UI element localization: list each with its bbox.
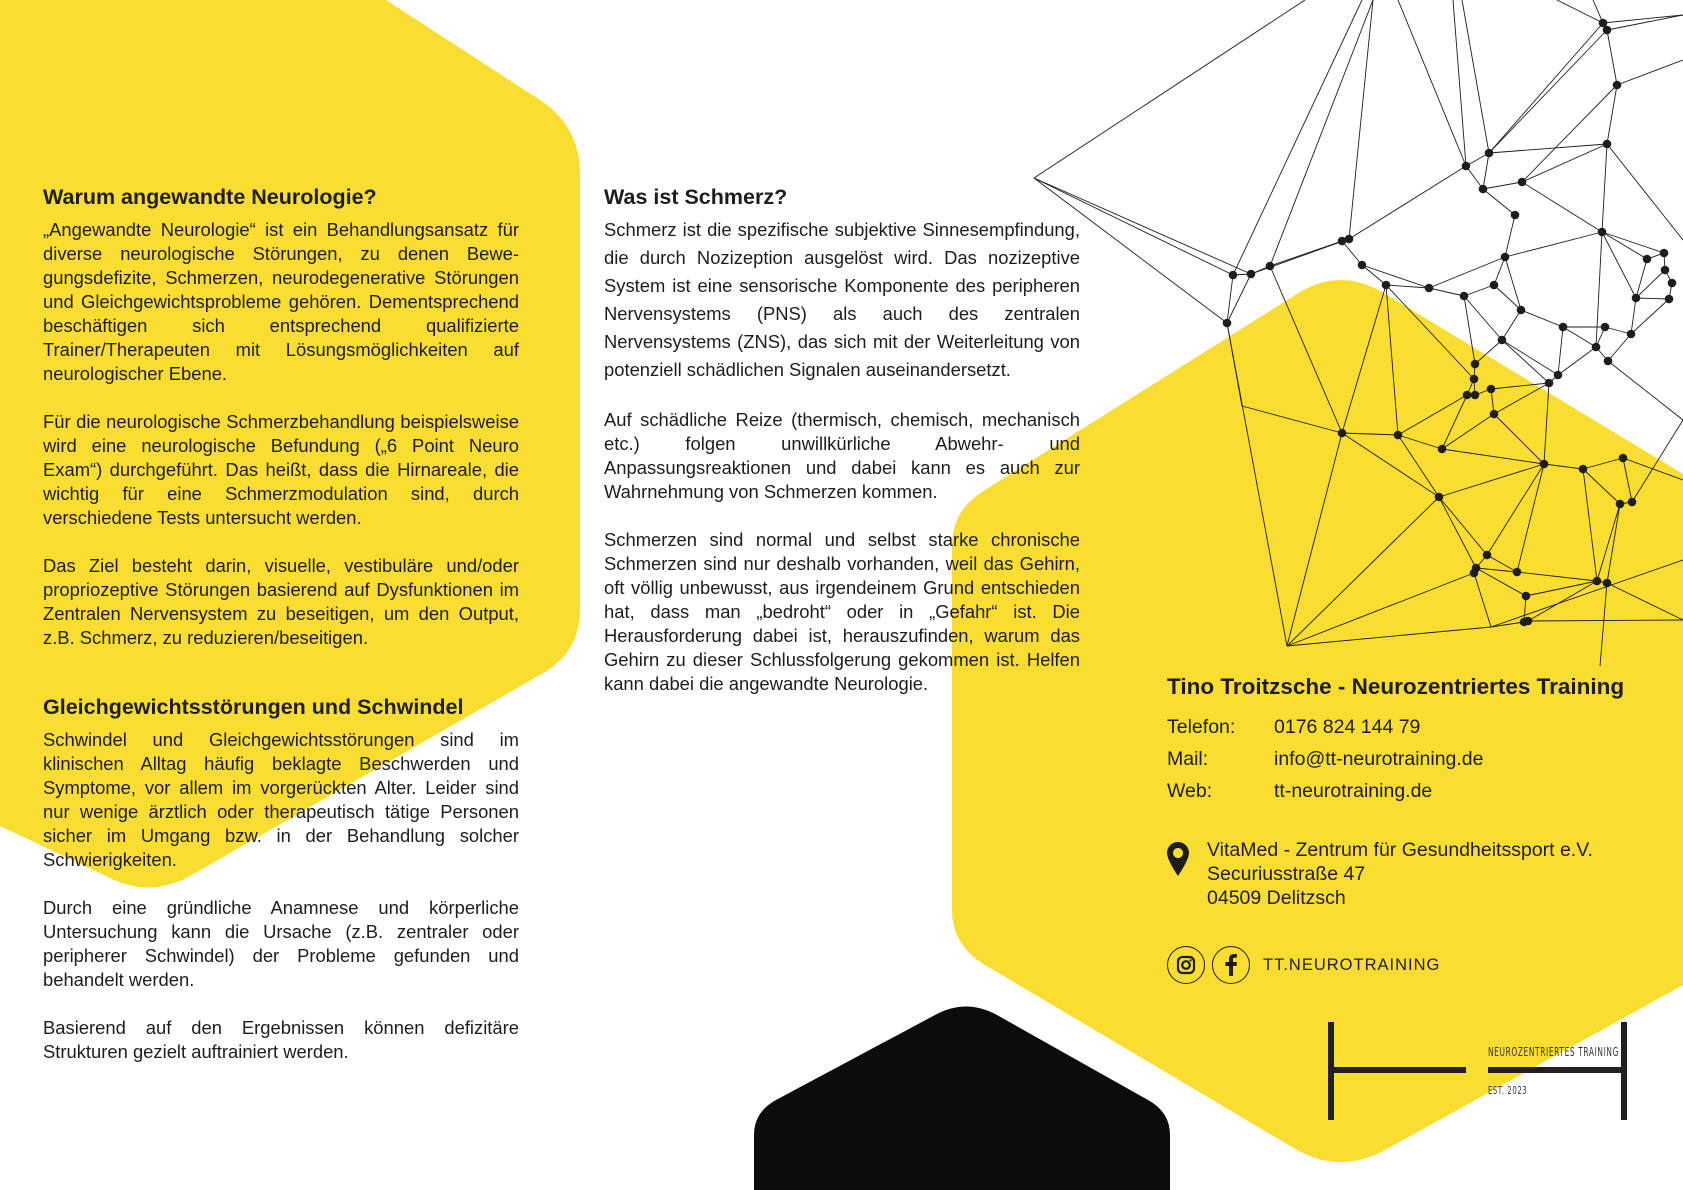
contact-block [1167, 673, 1667, 807]
instagram-icon[interactable] [1167, 946, 1205, 984]
brand-logo [1328, 1022, 1628, 1120]
network-edge [1596, 232, 1602, 347]
network-edge [1505, 215, 1515, 257]
network-node [1470, 375, 1479, 384]
network-node [1487, 385, 1496, 394]
network-node [1604, 357, 1613, 366]
paragraph: „Angewandte Neurologie“ ist ein Behandlungsansatz für diverse neurologische Störungen, zu denen Bewegungsdefizite, Schmerzen, neurodegenerative Störungen und Gleichgewichtsprobleme gehören. Dementsprechend beschäftigen sich entsprechend qualifizierte Trainer/Therapeuten mit Lösungsmöglichkeiten auf neurologischer Ebene. [43, 219, 519, 384]
network-node [1485, 149, 1494, 158]
network-node [1603, 26, 1612, 35]
network-node [1518, 178, 1527, 187]
network-node [1501, 253, 1510, 262]
phone-value[interactable]: 0176 824 144 79 [1274, 716, 1421, 738]
network-edge [1505, 232, 1602, 257]
network-node [1425, 284, 1434, 293]
network-node [1545, 379, 1554, 388]
network-node [1559, 323, 1568, 332]
network-edge [1489, 30, 1607, 153]
heading-balance-disorders: Gleichgewichtsstörungen und Schwindel [43, 695, 464, 719]
paragraph: Durch eine gründliche Anamnese und körperliche Untersuchung kann die Ursache (z.B. zentraler oder peripherer Schwindel) der Probleme gefunden und behandelt werden. [43, 897, 519, 990]
network-node [1579, 465, 1588, 474]
network-edge [1483, 153, 1489, 189]
network-edge [1558, 347, 1596, 375]
network-edge [1608, 334, 1631, 361]
network-edge [1608, 361, 1683, 420]
network-node [1490, 281, 1499, 290]
logo-name: NEUROZENTRIERTES TRAINING [1488, 1045, 1619, 1059]
paragraph: Schmerz ist die spezifische subjektive Sinnesempfindung, die durch Nozizeption ausgelöst wird. Das nozizeptive System ist eine sensorische Komponente des peripheren Nervensystems (PNS) als auch des zentralen Nervensystems (ZNS), das sich mit der Weiterleitung von potenziell schädlichen Signalen auseinandersetzt. [604, 219, 1080, 380]
phone-row [1167, 711, 1667, 743]
network-edge [1521, 310, 1563, 327]
network-node [1598, 228, 1607, 237]
phone-label: Telefon: [1167, 716, 1236, 738]
network-node [1668, 279, 1677, 288]
network-node [1438, 445, 1447, 454]
network-node [1593, 577, 1602, 586]
network-node [1394, 431, 1403, 440]
paragraph: Auf schädliche Reize (thermisch, chemisch, mechanisch etc.) folgen unwillkürliche Abwehr- und Anpassungsreaktionen und dabei kann es auch zur Wahrnehmung von Schmerzen kommen. [604, 409, 1080, 502]
network-edge [1631, 298, 1636, 334]
network-node [1540, 460, 1549, 469]
network-node [1338, 429, 1347, 438]
network-node [1643, 255, 1652, 264]
network-node [1513, 568, 1522, 577]
network-edge [1462, 0, 1489, 153]
web-row [1167, 775, 1667, 807]
network-node [1498, 336, 1507, 345]
network-node [1247, 270, 1256, 279]
mail-label: Mail: [1167, 748, 1209, 770]
location-pin-icon [1167, 838, 1207, 910]
network-edge [1227, 275, 1233, 323]
network-edge [1233, 0, 1362, 275]
heading-what-is-pain: Was ist Schmerz? [604, 185, 788, 209]
network-edge [1453, 0, 1466, 166]
paragraph: Basierend auf den Ergebnissen können defizitäre Strukturen gezielt auftrainiert werden. [43, 1017, 519, 1062]
network-edge [1557, 0, 1603, 23]
network-edge [1502, 310, 1521, 340]
network-edge [1631, 299, 1669, 334]
network-node [1479, 185, 1488, 194]
middle-column [604, 184, 1080, 696]
network-node [1665, 295, 1674, 304]
network-edge [1251, 239, 1349, 274]
network-node [1619, 454, 1628, 463]
network-node [1628, 498, 1637, 507]
heading-applied-neurology: Warum angewandte Neurologie? [43, 185, 377, 209]
network-node [1524, 617, 1533, 626]
network-edge [1483, 189, 1515, 215]
network-edge [1398, 0, 1466, 166]
left-column [43, 184, 519, 1064]
network-edge [1563, 327, 1596, 347]
network-edge [1034, 0, 1305, 178]
address-line-street: Securiusstraße 47 [1207, 863, 1366, 885]
network-node [1517, 306, 1526, 315]
network-node [1229, 271, 1238, 280]
network-node [1345, 235, 1354, 244]
mail-link[interactable]: info@tt-neurotraining.de [1274, 748, 1484, 770]
network-node [1470, 569, 1479, 578]
network-node [1358, 261, 1367, 270]
network-node [1435, 493, 1444, 502]
network-edge [1227, 274, 1251, 323]
network-node [1471, 391, 1480, 400]
social-handle[interactable]: TT.NEUROTRAINING [1263, 955, 1441, 974]
network-node [1660, 249, 1669, 258]
network-node [1603, 140, 1612, 149]
logo-est: EST. 2023 [1488, 1084, 1528, 1097]
network-node [1601, 323, 1610, 332]
network-node [1460, 292, 1469, 301]
network-edge [1489, 23, 1603, 153]
network-node [1490, 410, 1499, 419]
social-block [1167, 946, 1440, 984]
network-edge [1607, 144, 1683, 240]
network-node [1266, 262, 1275, 271]
network-node [1511, 211, 1520, 220]
mail-row [1167, 743, 1667, 775]
address-block [1167, 838, 1593, 910]
network-node [1632, 294, 1641, 303]
network-edge [1607, 30, 1617, 85]
network-edge [1636, 298, 1669, 299]
paragraph: Für die neurologische Schmerzbehandlung beispielsweise wird eine neurologische Befundung („6 Point Neuro Exam“) durchgeführt. Das heißt, dass die Hirnareale, die wichtig für eine Schmerzmodulation sind, durch verschiedene Tests untersucht werden. [43, 411, 519, 528]
network-edge [1362, 265, 1429, 288]
network-edge [1522, 182, 1602, 232]
network-node [1223, 319, 1232, 328]
network-edge [1429, 288, 1464, 296]
network-edge [1349, 166, 1466, 239]
network-edge [1483, 182, 1522, 189]
network-edge [1607, 15, 1683, 30]
network-edge [1617, 60, 1683, 85]
web-link[interactable]: tt-neurotraining.de [1274, 780, 1433, 802]
address-line-name: VitaMed - Zentrum für Gesundheitssport e.V. [1207, 839, 1593, 861]
network-node [1463, 391, 1472, 400]
network-node [1616, 500, 1625, 509]
network-node [1382, 281, 1391, 290]
network-edge [1349, 0, 1373, 239]
network-edge [1603, 15, 1683, 23]
web-label: Web: [1167, 780, 1213, 802]
network-edge [1362, 265, 1386, 285]
paragraph: Das Ziel besteht darin, visuelle, vestibuläre und/oder propriozeptive Störungen basierend auf Dysfunktionen im Zentralen Nervensystem zu beseitigen, um den Output, z.B. Schmerz, zu reduzieren/beseitigen. [43, 555, 519, 648]
address-line-city: 04509 Delitzsch [1207, 887, 1346, 909]
contact-title: Tino Troitzsche - Neurozentriertes Training [1167, 674, 1625, 699]
network-edge [1464, 285, 1494, 296]
network-node [1471, 360, 1480, 369]
network-edge [1602, 144, 1607, 232]
network-node [1592, 343, 1601, 352]
network-node [1627, 330, 1636, 339]
network-node [1603, 579, 1612, 588]
network-node [1483, 551, 1492, 560]
network-node [1613, 81, 1622, 90]
network-node [1522, 592, 1531, 601]
paragraph: Schmerzen sind normal und selbst starke chronische Schmerzen sind nur deshalb vorhanden, weil das Gehirn, oft völlig unbewusst, aus irgendeinem Grund entschieden hat, dass man „bedroht“ oder in „Gefahr“ ist. Die Herausforderung dabei ist, herauszufinden, warum das Gehirn zu dieser Schlussfolgerung gekommen ist. Helfen kann dabei die angewandte Neurologie. [604, 529, 1080, 694]
network-edge [1558, 327, 1563, 375]
network-edge [1342, 241, 1362, 265]
facebook-icon[interactable] [1212, 946, 1250, 984]
network-node [1462, 162, 1471, 171]
network-edge [1270, 241, 1342, 266]
network-node [1661, 266, 1670, 275]
paragraph: Schwindel und Gleichgewichtsstörungen sind im klinischen Alltag häufig beklagte Beschwerden und Symptome, vor allem im vorgerückten Alter. Leider sind nur wenige ärztlich oder therapeutisch tätige Personen sicher im Umgang bzw. in der Behandlung solcher Schwierigkeiten. [43, 729, 519, 870]
network-node [1554, 371, 1563, 380]
network-edge [1270, 0, 1373, 266]
